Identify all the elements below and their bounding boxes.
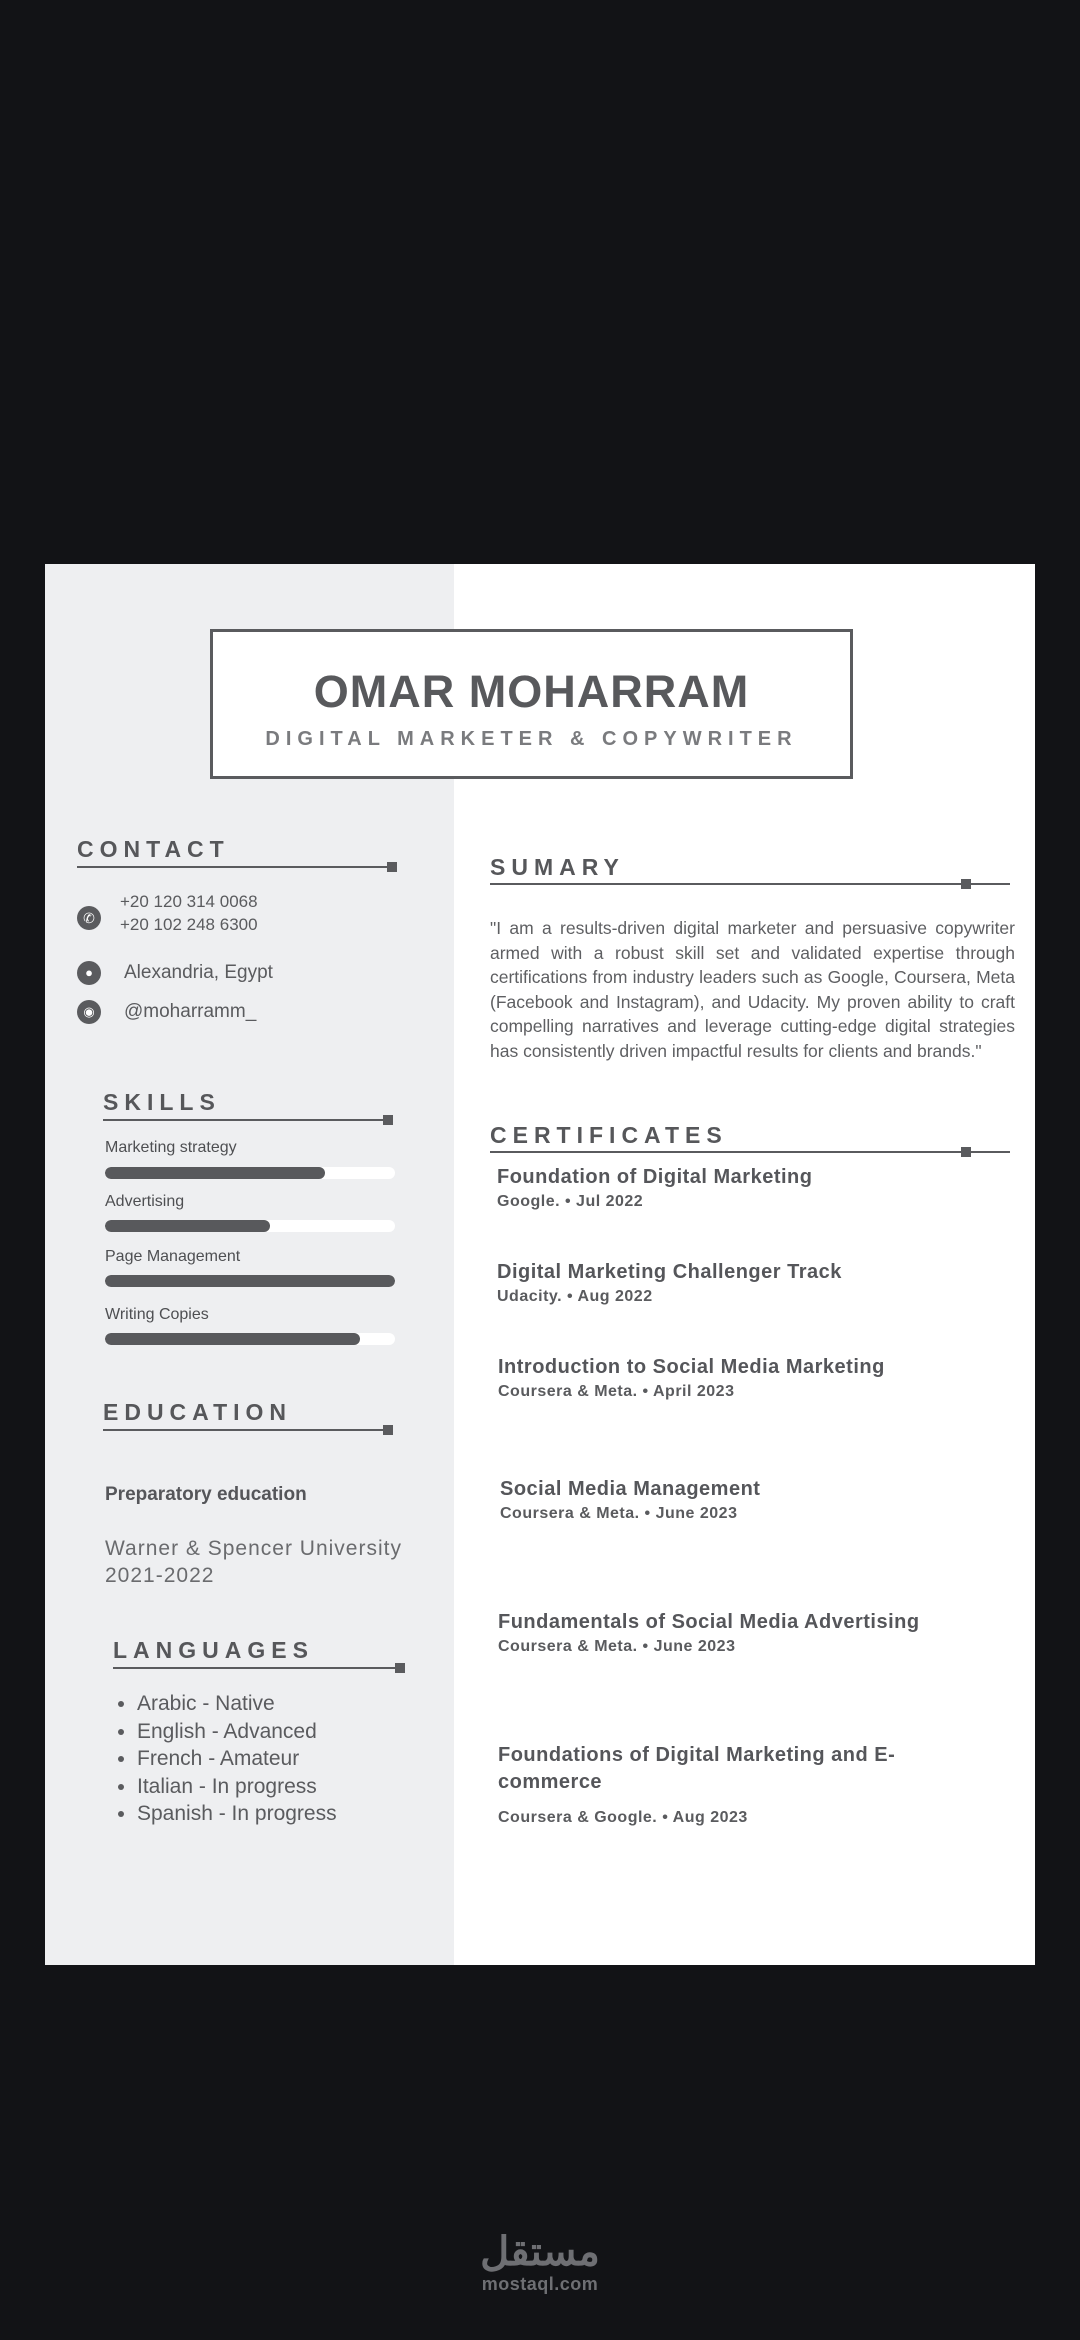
certificate-title: Foundation of Digital Marketing [497, 1166, 813, 1188]
phone-icon: ✆ [77, 906, 101, 930]
skills-heading-rule [103, 1119, 393, 1121]
mostaql-watermark [0, 2230, 1080, 2295]
certificate-meta: Coursera & Meta. • June 2023 [500, 1505, 738, 1522]
summary-text: "I am a results-driven digital marketer and persuasive copywriter armed with a robust skill set and validated expertise through certifications from industry leaders such as Google, Coursera, Meta (Facebook and Instagram), and Udacity. My proven ability to craft compelling narratives and leverage cutting-edge digital strategies has consistently driven impactful results for clients and brands." [490, 918, 1015, 1061]
education-heading: EDUCATION [103, 1399, 293, 1425]
languages-list [105, 1690, 337, 1828]
skills-section [103, 1089, 221, 1116]
summary-section [490, 854, 625, 881]
language-item: • Arabic - Native [137, 1690, 337, 1718]
certificates-section [490, 1122, 728, 1149]
languages-heading-rule-end [395, 1663, 405, 1673]
contact-instagram: @moharramm_ [124, 1001, 257, 1022]
skill-bar-fill [105, 1333, 360, 1345]
skill-label: Advertising [105, 1193, 185, 1210]
contact-location: Alexandria, Egypt [124, 962, 273, 983]
name-box [210, 629, 853, 779]
phone-number-1: +20 120 314 0068 [120, 892, 258, 911]
skills-heading-rule-end [383, 1115, 393, 1125]
contact-section [77, 836, 230, 863]
certificate-meta: Coursera & Meta. • April 2023 [498, 1383, 735, 1400]
education-heading-rule-end [383, 1425, 393, 1435]
location-pin-icon: ● [77, 961, 101, 985]
skill-bar [105, 1167, 395, 1179]
certificate-meta: Google. • Jul 2022 [497, 1193, 644, 1210]
certificate-title: Fundamentals of Social Media Advertising [498, 1611, 920, 1633]
languages-heading: LANGUAGES [113, 1637, 314, 1663]
resume-name: OMAR MOHARRAM [313, 666, 750, 717]
language-item: • Spanish - In progress [137, 1800, 337, 1828]
education-school: Warner & Spencer University [105, 1537, 402, 1560]
certificate-title: Foundations of Digital Marketing and E- [498, 1744, 896, 1766]
skill-label: Marketing strategy [105, 1139, 237, 1156]
education-heading-rule [103, 1429, 393, 1431]
skill-bar-fill [105, 1167, 325, 1179]
certificate-meta: Udacity. • Aug 2022 [497, 1288, 653, 1305]
summary-heading-rule [490, 883, 1010, 885]
watermark-arabic: مستقل [480, 2230, 600, 2274]
languages-section [113, 1637, 314, 1664]
phone-number-2: +20 102 248 6300 [120, 915, 258, 934]
watermark-latin: mostaql.com [481, 2274, 599, 2294]
resume-job-title: DIGITAL MARKETER & COPYWRITER [265, 728, 798, 750]
resume-page [45, 564, 1035, 1965]
skill-label: Writing Copies [105, 1306, 209, 1323]
education-level: Preparatory education [105, 1484, 307, 1505]
certificate-meta: Coursera & Meta. • June 2023 [498, 1638, 736, 1655]
skills-heading: SKILLS [103, 1089, 221, 1115]
skill-bar-fill [105, 1220, 270, 1232]
education-years: 2021-2022 [105, 1564, 215, 1587]
contact-heading: CONTACT [77, 836, 230, 862]
languages-heading-rule [113, 1667, 403, 1669]
skill-label: Page Management [105, 1248, 241, 1265]
contact-heading-rule-end [387, 862, 397, 872]
certificate-title: Introduction to Social Media Marketing [498, 1356, 885, 1378]
language-item: • French - Amateur [137, 1745, 337, 1773]
instagram-icon: ◉ [77, 1000, 101, 1024]
certificate-title-continued: commerce [498, 1771, 603, 1793]
contact-heading-rule [77, 866, 397, 868]
education-section [103, 1399, 292, 1426]
language-item: • English - Advanced [137, 1718, 337, 1746]
certificate-title: Social Media Management [500, 1478, 761, 1500]
skill-bar [105, 1275, 395, 1287]
certificates-heading-rule [490, 1151, 1010, 1153]
summary-heading-rule-end [961, 879, 971, 889]
language-item: • Italian - In progress [137, 1773, 337, 1801]
skill-bar [105, 1333, 395, 1345]
skill-bar-fill [105, 1275, 395, 1287]
skill-bar [105, 1220, 395, 1232]
certificate-meta: Coursera & Google. • Aug 2023 [498, 1809, 748, 1826]
certificate-title: Digital Marketing Challenger Track [497, 1261, 842, 1283]
summary-heading: SUMARY [490, 854, 625, 880]
certificates-heading-rule-end [961, 1147, 971, 1157]
certificates-heading: CERTIFICATES [490, 1122, 728, 1148]
